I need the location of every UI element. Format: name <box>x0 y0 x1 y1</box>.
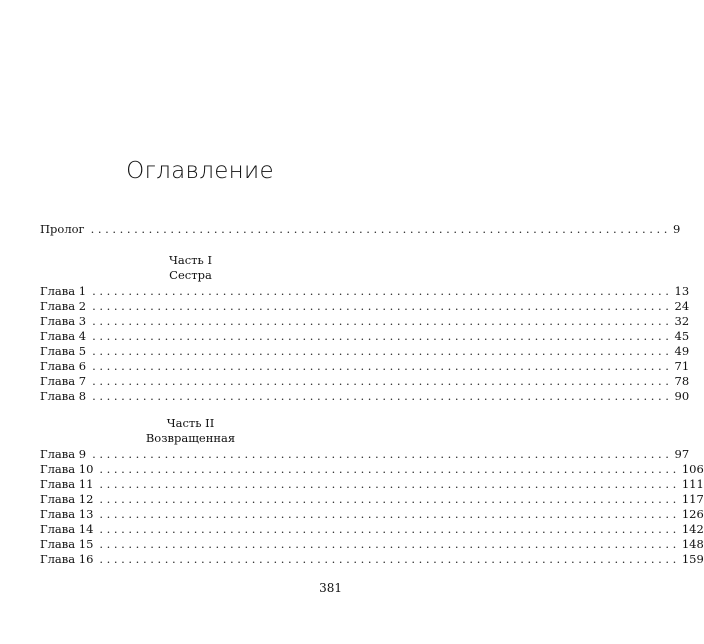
page-number: 381 <box>319 581 342 595</box>
toc-entry-label: Глава 2 <box>40 299 87 313</box>
toc-entry-label: Глава 11 <box>40 477 94 491</box>
toc-leader-dots: ................................................................................ <box>92 314 673 328</box>
toc-entry-page: 142 <box>681 522 704 536</box>
toc-title: Оглавление <box>126 158 274 184</box>
toc-leader-dots: ................................................................................ <box>99 522 680 536</box>
part-2-subtitle: Возвращенная <box>145 431 236 445</box>
part-1-heading: Часть I <box>168 253 212 267</box>
toc-entry <box>40 477 704 492</box>
toc-entry-label: Глава 16 <box>40 552 94 566</box>
toc-entry-page: 159 <box>681 552 704 566</box>
toc-entry-page: 117 <box>681 492 704 506</box>
toc-leader-dots: ................................................................................ <box>99 507 680 521</box>
toc-entry-page: 49 <box>674 344 690 358</box>
toc-entry-label: Глава 12 <box>40 492 94 506</box>
toc-leader-dots: ................................................................................ <box>99 537 680 551</box>
toc-leader-dots: ................................................................................ <box>90 222 672 236</box>
toc-entry-label: Глава 1 <box>40 284 87 298</box>
part-1-subtitle: Сестра <box>169 268 212 282</box>
toc-entry-page: 32 <box>674 314 690 328</box>
toc-entry-page: 71 <box>674 359 690 373</box>
toc-entry-page: 90 <box>674 389 690 403</box>
toc-entry-prologue <box>40 222 681 237</box>
toc-leader-dots: ................................................................................ <box>92 344 673 358</box>
toc-entry-label: Глава 8 <box>40 389 87 403</box>
toc-entry <box>40 299 690 314</box>
toc-entry-page: 78 <box>674 374 690 388</box>
toc-entry-label: Глава 9 <box>40 447 87 461</box>
toc-leader-dots: ................................................................................ <box>92 374 673 388</box>
toc-entry <box>40 552 704 567</box>
toc-entry-page: 45 <box>674 329 690 343</box>
toc-entry <box>40 314 690 329</box>
toc-leader-dots: ................................................................................ <box>99 477 680 491</box>
toc-entry <box>40 284 690 299</box>
toc-leader-dots: ................................................................................ <box>92 447 673 461</box>
table-of-contents <box>40 222 704 567</box>
toc-entry <box>40 507 704 522</box>
toc-entry <box>40 389 690 404</box>
toc-leader-dots: ................................................................................ <box>92 329 673 343</box>
toc-entry <box>40 344 690 359</box>
toc-entry-label: Глава 10 <box>40 462 94 476</box>
toc-leader-dots: ................................................................................ <box>92 284 673 298</box>
toc-entry <box>40 492 704 507</box>
toc-entry <box>40 329 690 344</box>
toc-entry <box>40 374 690 389</box>
toc-entry-label: Глава 14 <box>40 522 94 536</box>
toc-entry-label: Глава 5 <box>40 344 87 358</box>
toc-entry-page: 9 <box>673 222 681 236</box>
toc-entry-page: 13 <box>674 284 690 298</box>
part-2-heading: Часть II <box>166 416 215 430</box>
toc-entry-page: 126 <box>681 507 704 521</box>
toc-entry-label: Глава 6 <box>40 359 87 373</box>
toc-entry-page: 148 <box>681 537 704 551</box>
toc-leader-dots: ................................................................................ <box>92 359 673 373</box>
toc-entry-label: Глава 13 <box>40 507 94 521</box>
toc-entry-page: 111 <box>681 477 704 491</box>
toc-entry-label: Глава 15 <box>40 537 94 551</box>
toc-entry-page: 106 <box>681 462 704 476</box>
toc-entry-label: Глава 7 <box>40 374 87 388</box>
toc-leader-dots: ................................................................................ <box>99 462 680 476</box>
toc-entry-label: Пролог <box>40 222 85 236</box>
toc-entry <box>40 447 690 462</box>
toc-entry-label: Глава 4 <box>40 329 87 343</box>
toc-entry-label: Глава 3 <box>40 314 87 328</box>
toc-entry <box>40 537 704 552</box>
toc-leader-dots: ................................................................................ <box>92 299 673 313</box>
toc-leader-dots: ................................................................................ <box>99 552 680 566</box>
toc-entry <box>40 462 704 477</box>
toc-leader-dots: ................................................................................ <box>92 389 673 403</box>
toc-entry-page: 97 <box>674 447 690 461</box>
toc-entry-page: 24 <box>674 299 690 313</box>
toc-leader-dots: ................................................................................ <box>99 492 680 506</box>
toc-entry <box>40 359 690 374</box>
toc-entry <box>40 522 704 537</box>
